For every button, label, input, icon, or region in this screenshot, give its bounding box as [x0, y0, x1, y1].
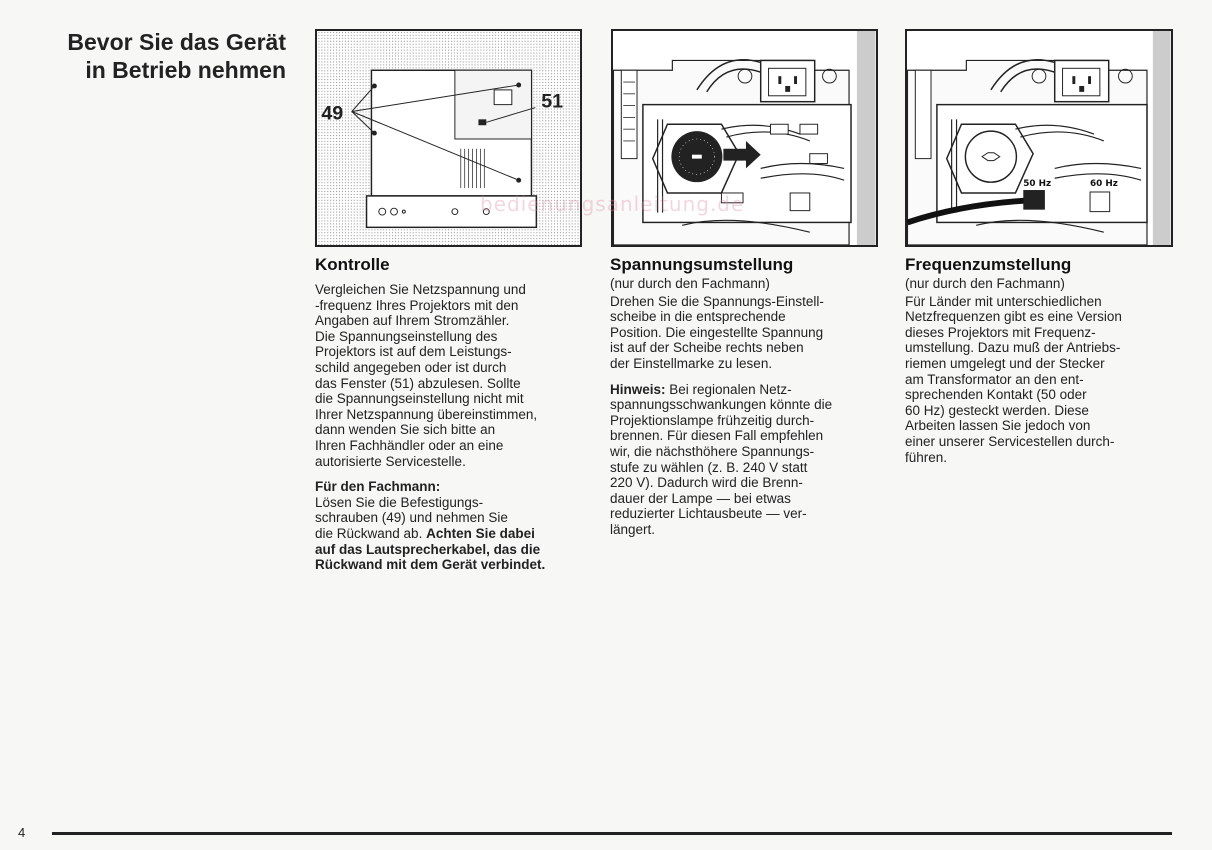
page-title	[40, 28, 286, 84]
frequenz-note: (nur durch den Fachmann)	[905, 276, 1065, 291]
page-number: 4	[18, 825, 26, 840]
fachmann-label: Für den Fachmann:	[315, 479, 441, 495]
section-spannungsumstellung	[610, 254, 885, 538]
label-50hz: 50 Hz	[1023, 179, 1052, 190]
hinweis-label: Hinweis:	[610, 381, 666, 397]
hinweis-paragraph	[610, 382, 885, 538]
page-title-line2: in Betrieb nehmen	[85, 57, 286, 83]
fachmann-warning: Achten Sie dabei auf das Lautsprecherkabel, das die Rückwand mit dem Gerät verbindet.	[315, 525, 546, 573]
hinweis-text: Bei regionalen Netz- spannungsschwankungen könnte die Projektionslampe frühzeitig durch- brennen. Für diesen Fall empfehlen wir, die nächsthöhere Spannungs- stufe zu wählen (z. B. 240 V statt 220 V). Dadurch wird die Brenn- dauer der Lampe — bei etwas reduzierter Lichtausbeute — ver- längert.	[610, 381, 833, 537]
bottom-rule	[52, 832, 1172, 835]
figure-frequency-selector	[905, 29, 1173, 247]
frequency-selector-illustration	[907, 31, 1171, 245]
watermark: bedienungsanleitung.de	[480, 192, 745, 216]
kontrolle-heading: Kontrolle	[315, 255, 390, 274]
callout-51: 51	[541, 90, 564, 113]
section-kontrolle	[315, 254, 590, 573]
fachmann-text: Lösen Sie die Befestigungs- schrauben (49) und nehmen Sie die Rückwand ab.	[315, 494, 508, 541]
page-title-line1: Bevor Sie das Gerät	[67, 29, 286, 55]
fachmann-paragraph	[315, 495, 590, 573]
callout-49: 49	[321, 102, 344, 125]
section-frequenzumstellung	[905, 254, 1175, 465]
kontrolle-body: Vergleichen Sie Netzspannung und -frequenz Ihres Projektors mit den Angaben auf Ihrem Stromzähler. Die Spannungseinstellung des Projektors ist auf dem Leistungs- schild angegeben oder ist durch das Fenster (51) abzulesen. Sollte die Spannungseinstellung nicht mit Ihrer Netzspannung übereinstimmen, dann wenden Sie sich bitte an Ihren Fachhändler oder an eine autorisierte Servicestelle.	[315, 282, 538, 469]
spannung-heading: Spannungsumstellung	[610, 255, 794, 274]
label-60hz: 60 Hz	[1090, 179, 1118, 190]
frequenz-heading: Frequenzumstellung	[905, 255, 1072, 274]
spannung-note: (nur durch den Fachmann)	[610, 276, 770, 291]
frequenz-body: Für Länder mit unterschiedlichen Netzfrequenzen gibt es eine Version dieses Projektors mit Frequenz- umstellung. Dazu muß der Antriebs- riemen umgelegt und der Stecker am Transformator an den ent- sprechenden Kontakt (50 oder 60 Hz) gesteckt werden. Diese Arbeiten lassen Sie jedoch von einer unserer Servicestellen durch- führen.	[905, 293, 1122, 465]
spannung-body: Drehen Sie die Spannungs-Einstell- scheibe in die entsprechende Position. Die eingestellte Spannung ist auf der Scheibe rechts neben der Einstellmarke zu lesen.	[610, 293, 824, 371]
